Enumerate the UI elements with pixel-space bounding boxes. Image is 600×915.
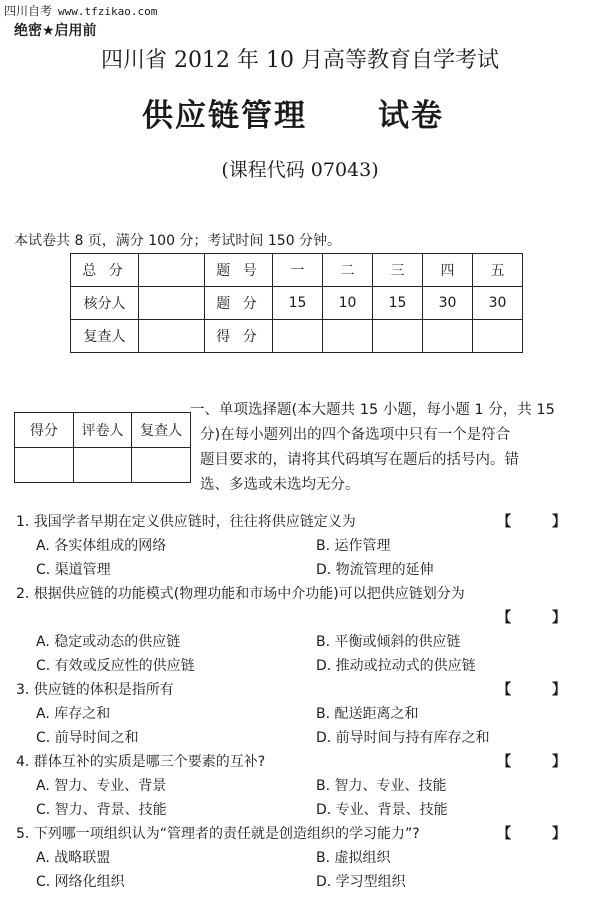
option-d: D. 专业、背景、技能 bbox=[316, 802, 448, 818]
points-cell: 30 bbox=[473, 287, 523, 320]
watermark-url: www.tfzikao.com bbox=[58, 5, 158, 18]
section-line: 分)在每小题列出的四个备选项中只有一个是符合 bbox=[200, 427, 511, 443]
score-cell bbox=[273, 320, 323, 353]
option-c: C. 渠道管理 bbox=[36, 562, 111, 578]
blank-cell bbox=[139, 320, 205, 353]
grader-table bbox=[14, 412, 191, 483]
question-stem: 5. 下列哪一项组织认为“管理者的责任就是创造组织的学习能力”? bbox=[16, 826, 420, 842]
blank-cell bbox=[139, 287, 205, 320]
option-b: B. 虚拟组织 bbox=[316, 850, 391, 866]
option-d: D. 学习型组织 bbox=[316, 874, 406, 890]
option-b: B. 配送距离之和 bbox=[316, 706, 419, 722]
points-cell: 15 bbox=[373, 287, 423, 320]
score-cell bbox=[473, 320, 523, 353]
blank-cell bbox=[73, 448, 132, 483]
question-number: 五 bbox=[473, 254, 523, 287]
watermark bbox=[4, 2, 157, 19]
watermark-site: 四川自考 bbox=[4, 4, 53, 18]
option-d: D. 前导时间与持有库存之和 bbox=[316, 730, 490, 746]
question-number: 一 bbox=[273, 254, 323, 287]
points-cell: 15 bbox=[273, 287, 323, 320]
row-label: 总 分 bbox=[71, 254, 139, 287]
option-c: C. 有效或反应性的供应链 bbox=[36, 658, 195, 674]
blank-cell bbox=[139, 254, 205, 287]
option-a: A. 各实体组成的网络 bbox=[36, 538, 167, 554]
secret-label: 绝密★启用前 bbox=[14, 23, 97, 39]
question-stem: 4. 群体互补的实质是哪三个要素的互补? bbox=[16, 754, 266, 770]
option-b: B. 运作管理 bbox=[316, 538, 391, 554]
score-row bbox=[71, 254, 523, 287]
grader-header: 复查人 bbox=[132, 413, 191, 448]
score-table bbox=[70, 253, 523, 353]
score-row bbox=[71, 287, 523, 320]
option-d: D. 推动或拉动式的供应链 bbox=[316, 658, 476, 674]
points-cell: 10 bbox=[323, 287, 373, 320]
answer-bracket: 【 】 bbox=[497, 754, 584, 770]
question-item bbox=[16, 750, 594, 822]
option-a: A. 稳定或动态的供应链 bbox=[36, 634, 181, 650]
column-label: 得 分 bbox=[205, 320, 273, 353]
row-label: 核分人 bbox=[71, 287, 139, 320]
option-c: C. 前导时间之和 bbox=[36, 730, 139, 746]
column-label: 题 号 bbox=[205, 254, 273, 287]
option-c: C. 智力、背景、技能 bbox=[36, 802, 167, 818]
question-item bbox=[16, 678, 594, 750]
exam-info: 本试卷共 8 页，满分 100 分；考试时间 150 分钟。 bbox=[14, 233, 342, 249]
points-cell: 30 bbox=[423, 287, 473, 320]
section-line: 题目要求的，请将其代码填写在题后的括号内。错 bbox=[200, 452, 519, 468]
score-cell bbox=[323, 320, 373, 353]
option-a: A. 战略联盟 bbox=[36, 850, 111, 866]
section-heading: 一、单项选择题(本大题共 15 小题，每小题 1 分，共 15 bbox=[190, 402, 555, 418]
question-number: 三 bbox=[373, 254, 423, 287]
option-d: D. 物流管理的延伸 bbox=[316, 562, 434, 578]
option-c: C. 网络化组织 bbox=[36, 874, 125, 890]
option-b: B. 平衡或倾斜的供应链 bbox=[316, 634, 461, 650]
paper-label: 试卷 bbox=[378, 98, 444, 134]
subject-title: 供应链管理 bbox=[142, 98, 307, 134]
answer-bracket: 【 】 bbox=[497, 514, 584, 530]
question-item bbox=[16, 822, 594, 894]
row-label: 复查人 bbox=[71, 320, 139, 353]
score-cell bbox=[423, 320, 473, 353]
question-stem: 1. 我国学者早期在定义供应链时，往往将供应链定义为 bbox=[16, 514, 356, 530]
answer-bracket: 【 】 bbox=[497, 610, 584, 626]
grader-header: 得分 bbox=[15, 413, 74, 448]
answer-bracket: 【 】 bbox=[497, 826, 584, 842]
section-line: 选、多选或未选均无分。 bbox=[200, 477, 360, 493]
blank-cell bbox=[132, 448, 191, 483]
question-stem: 2. 根据供应链的功能模式(物理功能和市场中介功能)可以把供应链划分为 bbox=[16, 586, 465, 602]
question-number: 四 bbox=[423, 254, 473, 287]
score-cell bbox=[373, 320, 423, 353]
option-a: A. 智力、专业、背景 bbox=[36, 778, 167, 794]
question-stem: 3. 供应链的体积是指所有 bbox=[16, 682, 174, 698]
exam-title: 四川省 2012 年 10 月高等教育自学考试 bbox=[101, 48, 499, 73]
course-code: (课程代码 07043) bbox=[221, 159, 379, 181]
option-a: A. 库存之和 bbox=[36, 706, 111, 722]
column-label: 题 分 bbox=[205, 287, 273, 320]
answer-bracket: 【 】 bbox=[497, 682, 584, 698]
grader-header: 评卷人 bbox=[73, 413, 132, 448]
blank-cell bbox=[15, 448, 74, 483]
section-instructions bbox=[190, 398, 594, 498]
grader-blank-row bbox=[15, 448, 191, 483]
question-number: 二 bbox=[323, 254, 373, 287]
question-list bbox=[16, 510, 594, 894]
question-item bbox=[16, 510, 594, 582]
score-row bbox=[71, 320, 523, 353]
question-item bbox=[16, 582, 594, 678]
option-b: B. 智力、专业、技能 bbox=[316, 778, 447, 794]
grader-header-row bbox=[15, 413, 191, 448]
